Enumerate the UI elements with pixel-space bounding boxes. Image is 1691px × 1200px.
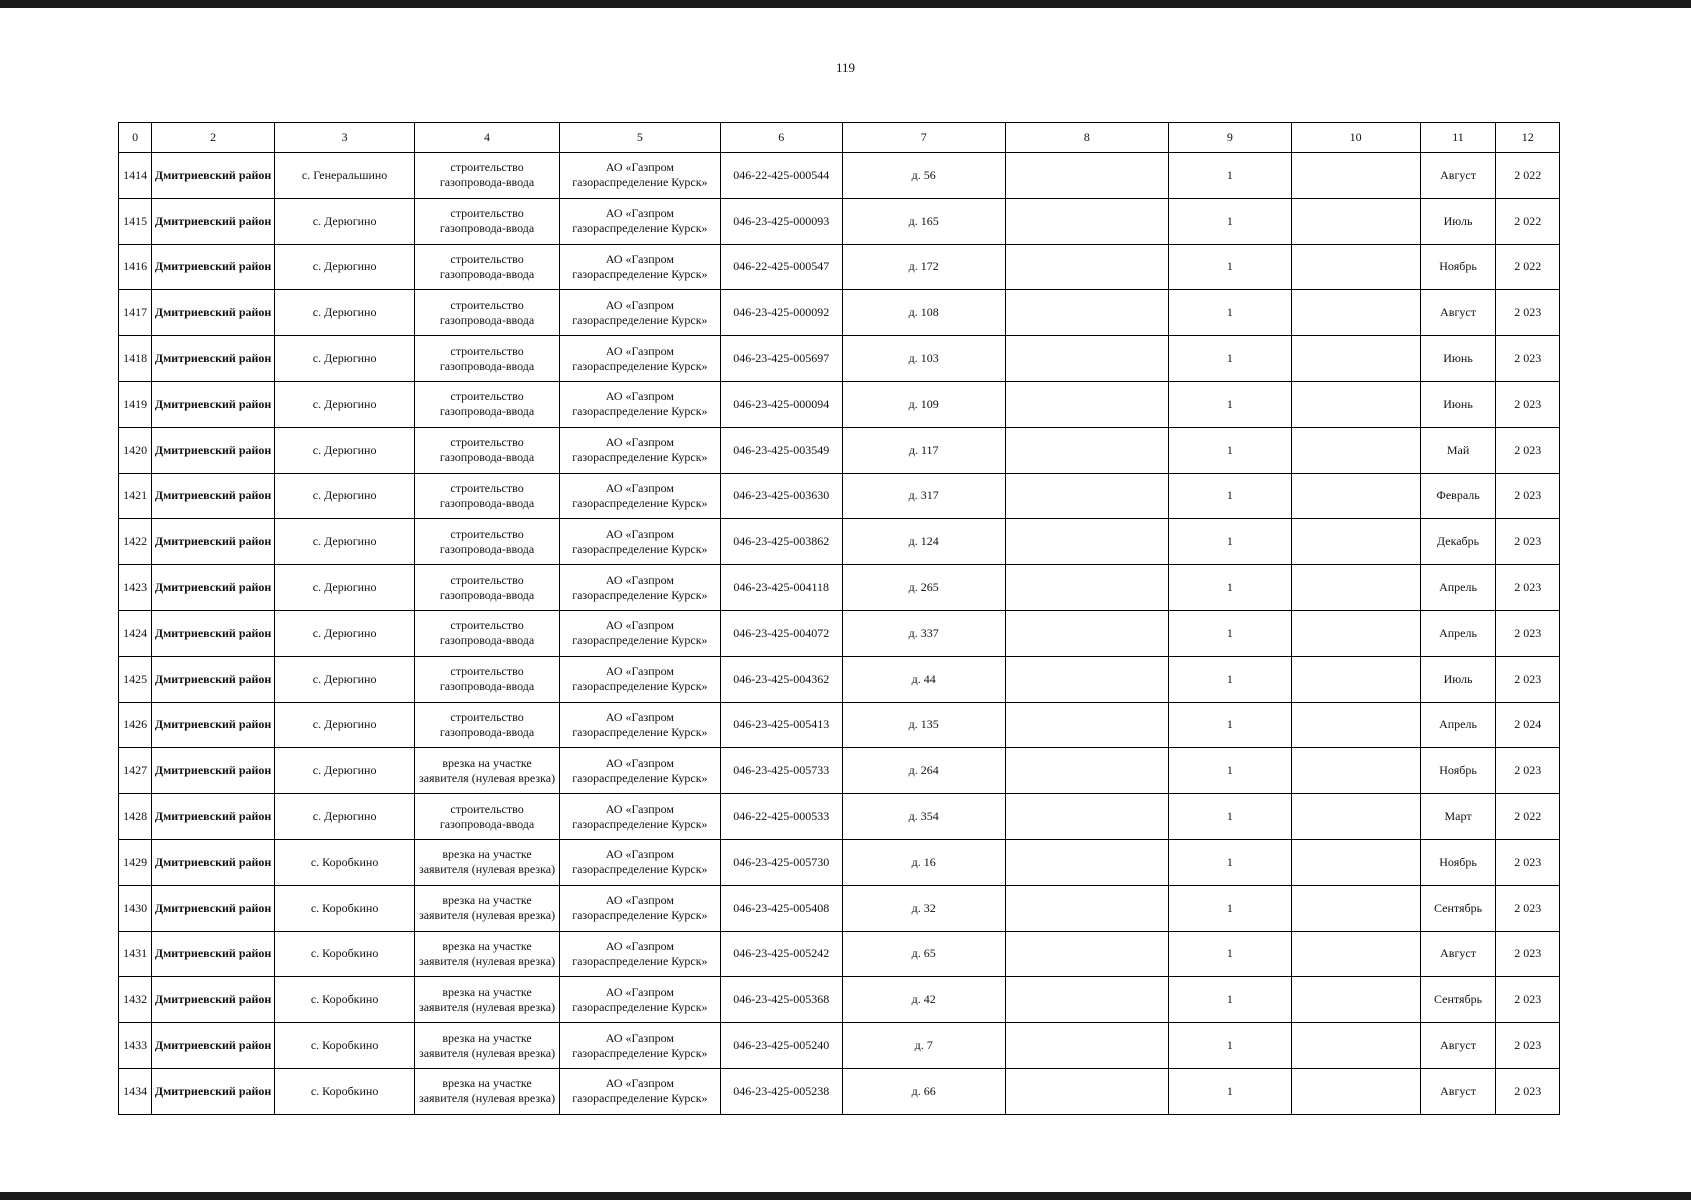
cell-org: АО «Газпром газораспределение Курск»	[559, 153, 720, 199]
cell-work: врезка на участке заявителя (нулевая врезка)	[415, 1023, 560, 1069]
cell-col10	[1291, 473, 1420, 519]
cell-locality: с. Дерюгино	[274, 473, 414, 519]
cell-num: 1431	[119, 931, 152, 977]
cell-year: 2 022	[1496, 794, 1560, 840]
cell-work: врезка на участке заявителя (нулевая врезка)	[415, 748, 560, 794]
table-row	[119, 931, 1560, 977]
cell-month: Апрель	[1420, 565, 1496, 611]
cell-code: 046-23-425-000094	[720, 381, 842, 427]
cell-col8	[1005, 381, 1168, 427]
cell-house: д. 135	[842, 702, 1005, 748]
cell-col10	[1291, 565, 1420, 611]
cell-org: АО «Газпром газораспределение Курск»	[559, 702, 720, 748]
cell-num: 1420	[119, 427, 152, 473]
cell-col10	[1291, 977, 1420, 1023]
cell-num: 1423	[119, 565, 152, 611]
header-row	[119, 123, 1560, 153]
cell-district: Дмитриевский район	[152, 977, 275, 1023]
cell-house: д. 354	[842, 794, 1005, 840]
table-row	[119, 336, 1560, 382]
cell-work: врезка на участке заявителя (нулевая врезка)	[415, 1068, 560, 1114]
cell-district: Дмитриевский район	[152, 610, 275, 656]
cell-col8	[1005, 931, 1168, 977]
cell-col8	[1005, 473, 1168, 519]
cell-month: Июль	[1420, 198, 1496, 244]
cell-org: АО «Газпром газораспределение Курск»	[559, 244, 720, 290]
cell-year: 2 022	[1496, 198, 1560, 244]
registry-table	[118, 122, 1560, 1115]
cell-org: АО «Газпром газораспределение Курск»	[559, 885, 720, 931]
cell-house: д. 317	[842, 473, 1005, 519]
cell-qty: 1	[1169, 748, 1292, 794]
cell-col8	[1005, 153, 1168, 199]
cell-org: АО «Газпром газораспределение Курск»	[559, 794, 720, 840]
table-row	[119, 427, 1560, 473]
cell-col8	[1005, 336, 1168, 382]
cell-work: строительство газопровода-ввода	[415, 473, 560, 519]
scan-border-top	[0, 0, 1691, 8]
table-header	[119, 123, 1560, 153]
cell-code: 046-23-425-005240	[720, 1023, 842, 1069]
cell-qty: 1	[1169, 610, 1292, 656]
cell-work: врезка на участке заявителя (нулевая врезка)	[415, 931, 560, 977]
cell-org: АО «Газпром газораспределение Курск»	[559, 427, 720, 473]
cell-work: строительство газопровода-ввода	[415, 290, 560, 336]
table-row	[119, 885, 1560, 931]
cell-col8	[1005, 794, 1168, 840]
cell-col10	[1291, 1068, 1420, 1114]
table-row	[119, 610, 1560, 656]
table-row	[119, 290, 1560, 336]
cell-district: Дмитриевский район	[152, 244, 275, 290]
header-cell-11: 11	[1420, 123, 1496, 153]
cell-num: 1427	[119, 748, 152, 794]
cell-month: Май	[1420, 427, 1496, 473]
cell-col10	[1291, 656, 1420, 702]
cell-num: 1414	[119, 153, 152, 199]
cell-house: д. 16	[842, 839, 1005, 885]
header-cell-3: 3	[274, 123, 414, 153]
table-row	[119, 656, 1560, 702]
header-cell-9: 9	[1169, 123, 1292, 153]
cell-month: Август	[1420, 290, 1496, 336]
cell-month: Сентябрь	[1420, 977, 1496, 1023]
cell-code: 046-23-425-003549	[720, 427, 842, 473]
cell-col10	[1291, 748, 1420, 794]
cell-org: АО «Газпром газораспределение Курск»	[559, 519, 720, 565]
cell-org: АО «Газпром газораспределение Курск»	[559, 1068, 720, 1114]
cell-locality: с. Дерюгино	[274, 702, 414, 748]
cell-house: д. 65	[842, 931, 1005, 977]
cell-month: Сентябрь	[1420, 885, 1496, 931]
cell-num: 1418	[119, 336, 152, 382]
cell-work: строительство газопровода-ввода	[415, 565, 560, 611]
cell-col8	[1005, 748, 1168, 794]
cell-locality: с. Дерюгино	[274, 198, 414, 244]
cell-code: 046-23-425-003862	[720, 519, 842, 565]
cell-district: Дмитриевский район	[152, 794, 275, 840]
header-cell-12: 12	[1496, 123, 1560, 153]
cell-col10	[1291, 381, 1420, 427]
cell-qty: 1	[1169, 794, 1292, 840]
cell-work: врезка на участке заявителя (нулевая врезка)	[415, 839, 560, 885]
cell-work: строительство газопровода-ввода	[415, 244, 560, 290]
cell-code: 046-23-425-005730	[720, 839, 842, 885]
cell-year: 2 022	[1496, 153, 1560, 199]
cell-code: 046-23-425-005408	[720, 885, 842, 931]
cell-month: Август	[1420, 1068, 1496, 1114]
cell-org: АО «Газпром газораспределение Курск»	[559, 336, 720, 382]
table-row	[119, 381, 1560, 427]
page-number: 119	[835, 60, 856, 75]
cell-district: Дмитриевский район	[152, 565, 275, 611]
cell-house: д. 172	[842, 244, 1005, 290]
cell-month: Июль	[1420, 656, 1496, 702]
cell-code: 046-23-425-004072	[720, 610, 842, 656]
cell-col10	[1291, 1023, 1420, 1069]
table-row	[119, 153, 1560, 199]
cell-district: Дмитриевский район	[152, 381, 275, 427]
cell-district: Дмитриевский район	[152, 656, 275, 702]
cell-work: врезка на участке заявителя (нулевая врезка)	[415, 977, 560, 1023]
cell-code: 046-22-425-000547	[720, 244, 842, 290]
header-cell-0: 0	[119, 123, 152, 153]
cell-house: д. 109	[842, 381, 1005, 427]
cell-month: Апрель	[1420, 610, 1496, 656]
cell-qty: 1	[1169, 519, 1292, 565]
cell-code: 046-23-425-005242	[720, 931, 842, 977]
cell-qty: 1	[1169, 153, 1292, 199]
cell-col8	[1005, 885, 1168, 931]
cell-year: 2 023	[1496, 931, 1560, 977]
cell-col10	[1291, 290, 1420, 336]
cell-house: д. 117	[842, 427, 1005, 473]
cell-num: 1433	[119, 1023, 152, 1069]
header-cell-2: 2	[152, 123, 275, 153]
cell-district: Дмитриевский район	[152, 931, 275, 977]
cell-col8	[1005, 427, 1168, 473]
cell-qty: 1	[1169, 931, 1292, 977]
cell-col10	[1291, 519, 1420, 565]
cell-month: Ноябрь	[1420, 244, 1496, 290]
table-row	[119, 244, 1560, 290]
cell-house: д. 337	[842, 610, 1005, 656]
cell-district: Дмитриевский район	[152, 1023, 275, 1069]
cell-num: 1430	[119, 885, 152, 931]
cell-house: д. 264	[842, 748, 1005, 794]
cell-month: Август	[1420, 153, 1496, 199]
cell-year: 2 023	[1496, 565, 1560, 611]
cell-org: АО «Газпром газораспределение Курск»	[559, 565, 720, 611]
cell-house: д. 66	[842, 1068, 1005, 1114]
cell-col10	[1291, 244, 1420, 290]
cell-district: Дмитриевский район	[152, 885, 275, 931]
cell-num: 1419	[119, 381, 152, 427]
cell-org: АО «Газпром газораспределение Курск»	[559, 748, 720, 794]
cell-qty: 1	[1169, 290, 1292, 336]
cell-col8	[1005, 290, 1168, 336]
header-cell-4: 4	[415, 123, 560, 153]
cell-month: Август	[1420, 931, 1496, 977]
cell-code: 046-23-425-000093	[720, 198, 842, 244]
cell-col8	[1005, 1068, 1168, 1114]
cell-house: д. 108	[842, 290, 1005, 336]
cell-col8	[1005, 839, 1168, 885]
cell-code: 046-22-425-000544	[720, 153, 842, 199]
cell-col10	[1291, 839, 1420, 885]
cell-code: 046-23-425-005368	[720, 977, 842, 1023]
cell-house: д. 124	[842, 519, 1005, 565]
cell-month: Июнь	[1420, 381, 1496, 427]
cell-house: д. 103	[842, 336, 1005, 382]
cell-col8	[1005, 565, 1168, 611]
cell-year: 2 023	[1496, 748, 1560, 794]
cell-num: 1421	[119, 473, 152, 519]
cell-locality: с. Коробкино	[274, 1068, 414, 1114]
table-body	[119, 153, 1560, 1115]
cell-col8	[1005, 198, 1168, 244]
table-row	[119, 519, 1560, 565]
cell-year: 2 023	[1496, 1068, 1560, 1114]
cell-district: Дмитриевский район	[152, 153, 275, 199]
cell-code: 046-23-425-005238	[720, 1068, 842, 1114]
cell-house: д. 44	[842, 656, 1005, 702]
cell-org: АО «Газпром газораспределение Курск»	[559, 839, 720, 885]
cell-qty: 1	[1169, 427, 1292, 473]
cell-work: строительство газопровода-ввода	[415, 198, 560, 244]
cell-col10	[1291, 931, 1420, 977]
cell-col8	[1005, 656, 1168, 702]
cell-house: д. 32	[842, 885, 1005, 931]
cell-locality: с. Дерюгино	[274, 336, 414, 382]
table-row	[119, 565, 1560, 611]
cell-org: АО «Газпром газораспределение Курск»	[559, 381, 720, 427]
cell-district: Дмитриевский район	[152, 1068, 275, 1114]
cell-qty: 1	[1169, 1023, 1292, 1069]
cell-col10	[1291, 198, 1420, 244]
cell-num: 1415	[119, 198, 152, 244]
cell-code: 046-23-425-000092	[720, 290, 842, 336]
cell-col10	[1291, 610, 1420, 656]
cell-num: 1416	[119, 244, 152, 290]
header-cell-7: 7	[842, 123, 1005, 153]
cell-num: 1428	[119, 794, 152, 840]
cell-house: д. 42	[842, 977, 1005, 1023]
cell-locality: с. Дерюгино	[274, 748, 414, 794]
cell-locality: с. Дерюгино	[274, 381, 414, 427]
cell-locality: с. Дерюгино	[274, 290, 414, 336]
cell-col8	[1005, 702, 1168, 748]
cell-num: 1424	[119, 610, 152, 656]
cell-year: 2 023	[1496, 290, 1560, 336]
cell-year: 2 023	[1496, 519, 1560, 565]
cell-locality: с. Дерюгино	[274, 244, 414, 290]
cell-district: Дмитриевский район	[152, 473, 275, 519]
cell-year: 2 023	[1496, 656, 1560, 702]
cell-col8	[1005, 244, 1168, 290]
cell-code: 046-23-425-003630	[720, 473, 842, 519]
cell-district: Дмитриевский район	[152, 519, 275, 565]
cell-org: АО «Газпром газораспределение Курск»	[559, 610, 720, 656]
cell-locality: с. Дерюгино	[274, 519, 414, 565]
cell-col10	[1291, 153, 1420, 199]
cell-num: 1417	[119, 290, 152, 336]
cell-district: Дмитриевский район	[152, 427, 275, 473]
cell-col10	[1291, 794, 1420, 840]
cell-work: строительство газопровода-ввода	[415, 427, 560, 473]
cell-month: Ноябрь	[1420, 748, 1496, 794]
cell-org: АО «Газпром газораспределение Курск»	[559, 931, 720, 977]
cell-year: 2 024	[1496, 702, 1560, 748]
cell-work: строительство газопровода-ввода	[415, 794, 560, 840]
cell-district: Дмитриевский район	[152, 839, 275, 885]
cell-work: врезка на участке заявителя (нулевая врезка)	[415, 885, 560, 931]
cell-district: Дмитриевский район	[152, 336, 275, 382]
cell-year: 2 023	[1496, 381, 1560, 427]
cell-month: Декабрь	[1420, 519, 1496, 565]
cell-locality: с. Дерюгино	[274, 610, 414, 656]
cell-year: 2 023	[1496, 977, 1560, 1023]
cell-code: 046-22-425-000533	[720, 794, 842, 840]
cell-qty: 1	[1169, 977, 1292, 1023]
cell-col8	[1005, 977, 1168, 1023]
cell-num: 1425	[119, 656, 152, 702]
cell-col10	[1291, 336, 1420, 382]
cell-year: 2 022	[1496, 244, 1560, 290]
cell-month: Март	[1420, 794, 1496, 840]
cell-org: АО «Газпром газораспределение Курск»	[559, 1023, 720, 1069]
cell-num: 1434	[119, 1068, 152, 1114]
cell-locality: с. Коробкино	[274, 931, 414, 977]
table-row	[119, 748, 1560, 794]
cell-year: 2 023	[1496, 839, 1560, 885]
cell-locality: с. Коробкино	[274, 977, 414, 1023]
header-cell-8: 8	[1005, 123, 1168, 153]
table-row	[119, 702, 1560, 748]
cell-year: 2 023	[1496, 1023, 1560, 1069]
cell-house: д. 7	[842, 1023, 1005, 1069]
cell-num: 1422	[119, 519, 152, 565]
cell-col8	[1005, 1023, 1168, 1069]
table-row	[119, 794, 1560, 840]
cell-code: 046-23-425-005697	[720, 336, 842, 382]
cell-locality: с. Коробкино	[274, 1023, 414, 1069]
cell-num: 1426	[119, 702, 152, 748]
table-row	[119, 198, 1560, 244]
cell-org: АО «Газпром газораспределение Курск»	[559, 656, 720, 702]
cell-qty: 1	[1169, 336, 1292, 382]
cell-year: 2 023	[1496, 473, 1560, 519]
table-row	[119, 977, 1560, 1023]
cell-year: 2 023	[1496, 427, 1560, 473]
cell-qty: 1	[1169, 244, 1292, 290]
cell-code: 046-23-425-004118	[720, 565, 842, 611]
cell-org: АО «Газпром газораспределение Курск»	[559, 977, 720, 1023]
cell-work: строительство газопровода-ввода	[415, 656, 560, 702]
cell-house: д. 56	[842, 153, 1005, 199]
cell-org: АО «Газпром газораспределение Курск»	[559, 198, 720, 244]
cell-qty: 1	[1169, 565, 1292, 611]
cell-month: Апрель	[1420, 702, 1496, 748]
cell-year: 2 023	[1496, 610, 1560, 656]
cell-col8	[1005, 519, 1168, 565]
header-cell-10: 10	[1291, 123, 1420, 153]
cell-work: строительство газопровода-ввода	[415, 610, 560, 656]
cell-house: д. 265	[842, 565, 1005, 611]
cell-qty: 1	[1169, 702, 1292, 748]
cell-work: строительство газопровода-ввода	[415, 519, 560, 565]
cell-num: 1432	[119, 977, 152, 1023]
cell-qty: 1	[1169, 198, 1292, 244]
cell-col10	[1291, 702, 1420, 748]
cell-code: 046-23-425-005733	[720, 748, 842, 794]
cell-locality: с. Дерюгино	[274, 794, 414, 840]
table-row	[119, 839, 1560, 885]
cell-house: д. 165	[842, 198, 1005, 244]
cell-work: строительство газопровода-ввода	[415, 153, 560, 199]
table-row	[119, 1023, 1560, 1069]
cell-qty: 1	[1169, 656, 1292, 702]
cell-locality: с. Дерюгино	[274, 656, 414, 702]
cell-district: Дмитриевский район	[152, 748, 275, 794]
cell-locality: с. Генеральшино	[274, 153, 414, 199]
cell-locality: с. Коробкино	[274, 839, 414, 885]
cell-work: строительство газопровода-ввода	[415, 381, 560, 427]
cell-qty: 1	[1169, 1068, 1292, 1114]
cell-month: Февраль	[1420, 473, 1496, 519]
header-cell-5: 5	[559, 123, 720, 153]
cell-org: АО «Газпром газораспределение Курск»	[559, 473, 720, 519]
cell-code: 046-23-425-005413	[720, 702, 842, 748]
cell-year: 2 023	[1496, 885, 1560, 931]
cell-qty: 1	[1169, 885, 1292, 931]
cell-month: Август	[1420, 1023, 1496, 1069]
cell-year: 2 023	[1496, 336, 1560, 382]
cell-month: Ноябрь	[1420, 839, 1496, 885]
cell-district: Дмитриевский район	[152, 702, 275, 748]
cell-locality: с. Дерюгино	[274, 565, 414, 611]
cell-num: 1429	[119, 839, 152, 885]
cell-code: 046-23-425-004362	[720, 656, 842, 702]
cell-district: Дмитриевский район	[152, 198, 275, 244]
cell-col10	[1291, 885, 1420, 931]
cell-qty: 1	[1169, 839, 1292, 885]
header-cell-6: 6	[720, 123, 842, 153]
cell-district: Дмитриевский район	[152, 290, 275, 336]
cell-locality: с. Коробкино	[274, 885, 414, 931]
cell-col8	[1005, 610, 1168, 656]
scan-border-bottom	[0, 1192, 1691, 1200]
table-row	[119, 473, 1560, 519]
table-row	[119, 1068, 1560, 1114]
cell-work: строительство газопровода-ввода	[415, 702, 560, 748]
cell-month: Июнь	[1420, 336, 1496, 382]
cell-locality: с. Дерюгино	[274, 427, 414, 473]
cell-col10	[1291, 427, 1420, 473]
cell-work: строительство газопровода-ввода	[415, 336, 560, 382]
cell-qty: 1	[1169, 473, 1292, 519]
cell-org: АО «Газпром газораспределение Курск»	[559, 290, 720, 336]
cell-qty: 1	[1169, 381, 1292, 427]
